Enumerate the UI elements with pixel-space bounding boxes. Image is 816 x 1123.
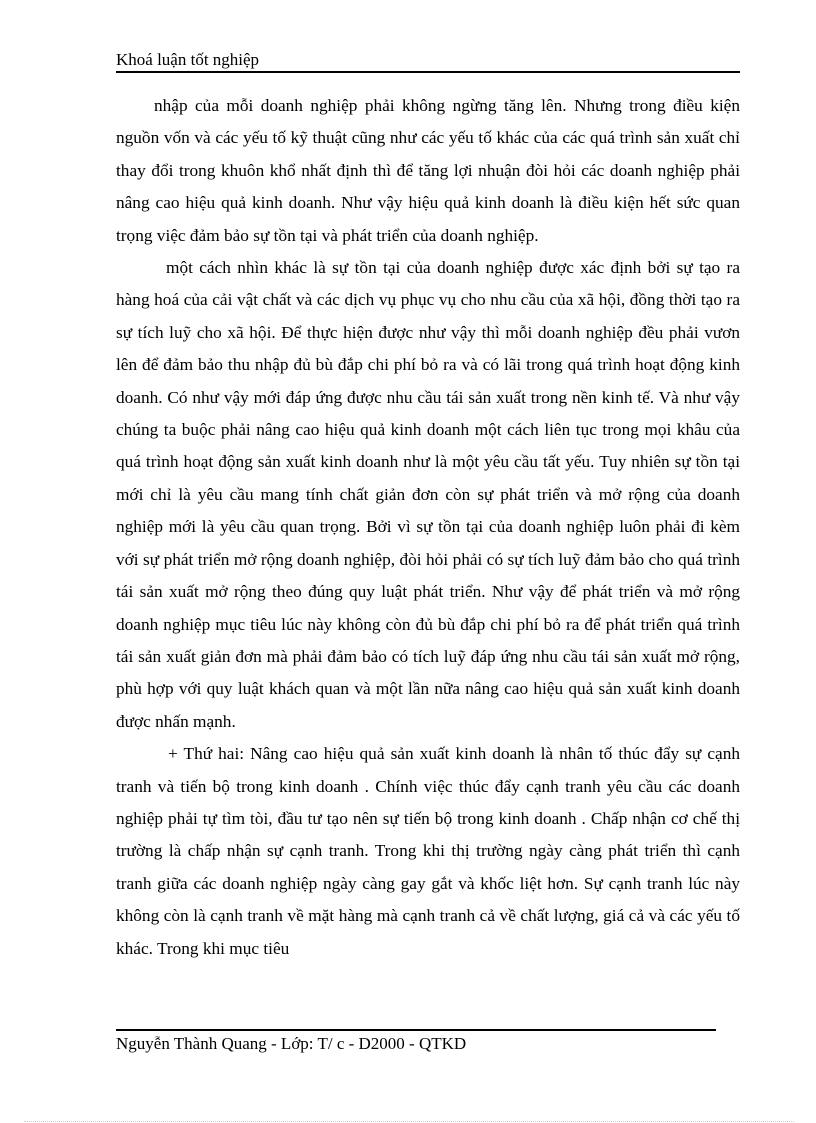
paragraph-3: + Thứ hai: Nâng cao hiệu quả sản xuất kinh doanh là nhân tố thúc đẩy sự cạnh tranh và tiến bộ trong kinh doanh . Chính việc thúc đẩy cạnh tranh yêu cầu các doanh nghiệp phải tự tìm tòi, đầu tư tạo nên sự tiến bộ trong kinh doanh . Chấp nhận cơ chế thị trường là chấp nhận sự cạnh tranh. Trong khi thị trường ngày càng phát triển thì cạnh tranh giữa các doanh nghiệp ngày càng gay gắt và khốc liệt hơn. Sự cạnh tranh lúc này không còn là cạnh tranh về mặt hàng mà cạnh tranh cả về chất lượng, giá cả và các yếu tố khác. Trong khi mục tiêu	[116, 744, 740, 958]
page-header	[116, 50, 740, 73]
page-edge-divider	[24, 1121, 794, 1122]
document-body	[116, 90, 740, 965]
footer-divider	[116, 1029, 716, 1031]
page-footer	[116, 1033, 466, 1055]
paragraph-2: một cách nhìn khác là sự tồn tại của doanh nghiệp được xác định bởi sự tạo ra hàng hoá của cải vật chất và các dịch vụ phục vụ cho nhu cầu của xã hội, đồng thời tạo ra sự tích luỹ cho xã hội. Để thực hiện được như vậy thì mỗi doanh nghiệp đều phải vươn lên để đảm bảo thu nhập đủ bù đắp chi phí bỏ ra và có lãi trong quá trình hoạt động kinh doanh. Có như vậy mới đáp ứng được nhu cầu tái sản xuất trong nền kinh tế. Và như vậy chúng ta buộc phải nâng cao hiệu quả kinh doanh một cách liên tục trong mọi khâu của quá trình hoạt động sản xuất kinh doanh như là một yêu cầu tất yếu. Tuy nhiên sự tồn tại mới chỉ là yêu cầu mang tính chất giản đơn còn sự phát triển và mở rộng của doanh nghiệp mới là yêu cầu quan trọng. Bởi vì sự tồn tại của doanh nghiệp luôn phải đi kèm với sự phát triển mở rộng doanh nghiệp, đòi hỏi phải có sự tích luỹ đảm bảo cho quá trình tái sản xuất mở rộng theo đúng quy luật phát triển. Như vậy để phát triển và mở rộng doanh nghiệp mục tiêu lúc này không còn đủ bù đắp chi phí bỏ ra để phát triển quá trình tái sản xuất giản đơn mà phải đảm bảo có tích luỹ đáp ứng nhu cầu tái sản xuất mở rộng, phù hợp với quy luật khách quan và một lần nữa nâng cao hiệu quả sản xuất kinh doanh được nhấn mạnh.	[116, 258, 740, 731]
footer-text: Nguyễn Thành Quang - Lớp: T/ c - D2000 - QTKD	[116, 1034, 467, 1053]
paragraph-1: nhập của mỗi doanh nghiệp phải không ngừng tăng lên. Nhưng trong điều kiện nguồn vốn và các yếu tố kỹ thuật cũng như các yếu tố khác của các quá trình sản xuất chỉ thay đổi trong khuôn khổ nhất định thì để tăng lợi nhuận đòi hỏi các doanh nghiệp phải nâng cao hiệu quả kinh doanh. Như vậy hiệu quả kinh doanh là điều kiện hết sức quan trọng việc đảm bảo sự tồn tại và phát triển của doanh nghiệp.	[116, 96, 740, 245]
header-title: Khoá luận tốt nghiệp	[116, 50, 260, 69]
